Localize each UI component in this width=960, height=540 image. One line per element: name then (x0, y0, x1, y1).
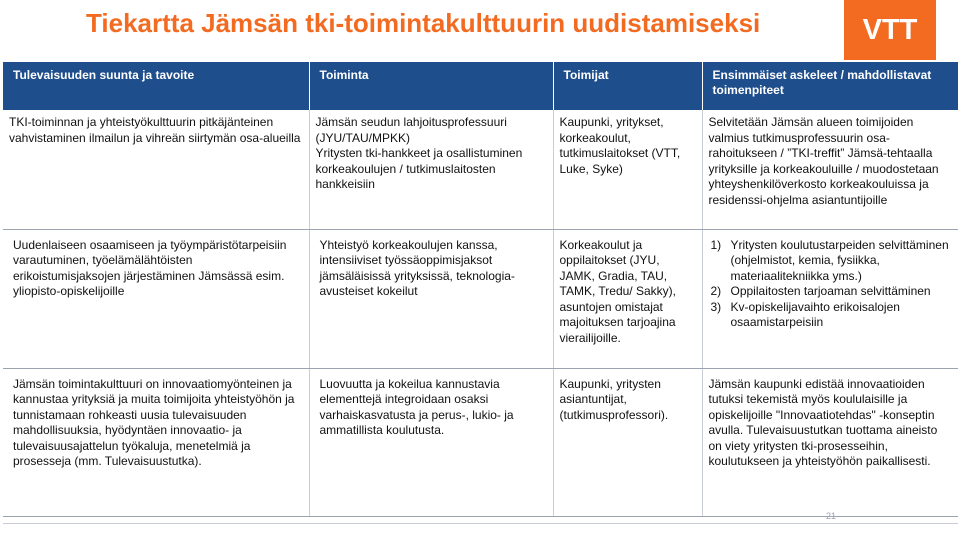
list-item-text: Kv-opiskelijavaihto erikoisalojen osaamistarpeisiin (730, 299, 900, 329)
table-row (3, 110, 958, 229)
list-item (709, 238, 953, 285)
table-header-row (3, 62, 958, 110)
cell-suunta: TKI-toiminnan ja yhteistyökulttuurin pitkäjänteinen vahvistaminen ilmailun ja vihreän siirtymän osa-alueilla (3, 110, 309, 229)
cell-toiminta: Jämsän seudun lahjoitusprofessuuri (JYU/TAU/MPKK) Yritysten tki-hankkeet ja osallistuminen korkeakoulujen / tutkimuslaitosten hankkeisiin (309, 110, 553, 229)
header-toiminta: Toiminta (309, 62, 553, 110)
cell-askeleet (702, 229, 958, 368)
vtt-logo: VTT (844, 0, 936, 60)
list-item (709, 300, 953, 331)
header-askeleet: Ensimmäiset askeleet / mahdollistavat toimenpiteet (702, 62, 958, 110)
table-bottom-border (3, 523, 958, 524)
cell-toimijat: Kaupunki, yritysten asiantuntijat, (tutkimusprofessori). (553, 368, 702, 516)
header-toimijat: Toimijat (553, 62, 702, 110)
roadmap-table (3, 62, 958, 517)
cell-toimijat: Kaupunki, yritykset, korkeakoulut, tutkimuslaitokset (VTT, Luke, Syke) (553, 110, 702, 229)
list-item-number: 1) (710, 237, 722, 252)
cell-askeleet: Jämsän kaupunki edistää innovaatioiden tutuksi tekemistä myös koululaisille ja opiskelijoille "Innovaatiotehdas" -konseptin avulla. Tulevaisuustutkan tuottama aineisto on viety yritysten tki-prosesseihin, koulutukseen ja yhteistyöhön paikallisesti. (702, 368, 958, 516)
cell-toiminta: Luovuutta ja kokeilua kannustavia elementtejä integroidaan osaksi varhaiskasvatusta ja perus-, lukio- ja ammatillista koulutusta. (309, 368, 553, 516)
page-number: 21 (826, 511, 837, 521)
slide-title: Tiekartta Jämsän tki-toimintakulttuurin uudistamiseksi (86, 8, 761, 38)
list-item-number: 3) (710, 299, 722, 314)
list-item-text: Oppilaitosten tarjoaman selvittäminen (730, 284, 931, 298)
cell-toiminta: Yhteistyö korkeakoulujen kanssa, intensiiviset työssäoppimisjaksot jämsäläisissä yrityksissä, teknologia-avusteiset kokeilut (309, 229, 553, 368)
list-item-text: Yritysten koulutustarpeiden selvittäminen (ohjelmistot, kemia, fysiikka, materiaalitekniikka yms.) (730, 237, 949, 283)
cell-toimijat: Korkeakoulut ja oppilaitokset (JYU, JAMK, Gradia, TAU, TAMK, Tredu/ Sakky), asuntojen omistajat majoituksen tarjoajina vierailijoille. (553, 229, 702, 368)
cell-suunta: Jämsän toimintakulttuuri on innovaatiomyönteinen ja kannustaa yrityksiä ja muita toimijoita yhteistyöhön ja tunnistamaan rohkeasti uusia tulevaisuuden mahdollisuuksia, hyödyntäen innovaatio- ja tulevaisuusajattelun työkaluja, menetelmiä ja prosesseja (mm. Tulevaisuustutka). (3, 368, 309, 516)
cell-askeleet: Selvitetään Jämsän alueen toimijoiden valmius tutkimusprofessuurin osa-rahoitukseen / ”TKI-treffit” Jämsä-tehtaalla yrityksille ja korkeakouluille / muodostetaan yhteyshenkilöverkosto korkeakouluissa ja residenssi-ohjelma asiantuntijoille (702, 110, 958, 229)
list-item (709, 284, 953, 300)
table-row (3, 229, 958, 368)
list-item-number: 2) (710, 284, 722, 298)
header-suunta: Tulevaisuuden suunta ja tavoite (3, 62, 309, 110)
table-row (3, 368, 958, 516)
cell-suunta: Uudenlaiseen osaamiseen ja työympäristötarpeisiin varautuminen, työelämälähtöisten erikoistumisjaksojen järjestäminen Jämsässä esim. yliopisto-opiskelijoille (3, 229, 309, 368)
